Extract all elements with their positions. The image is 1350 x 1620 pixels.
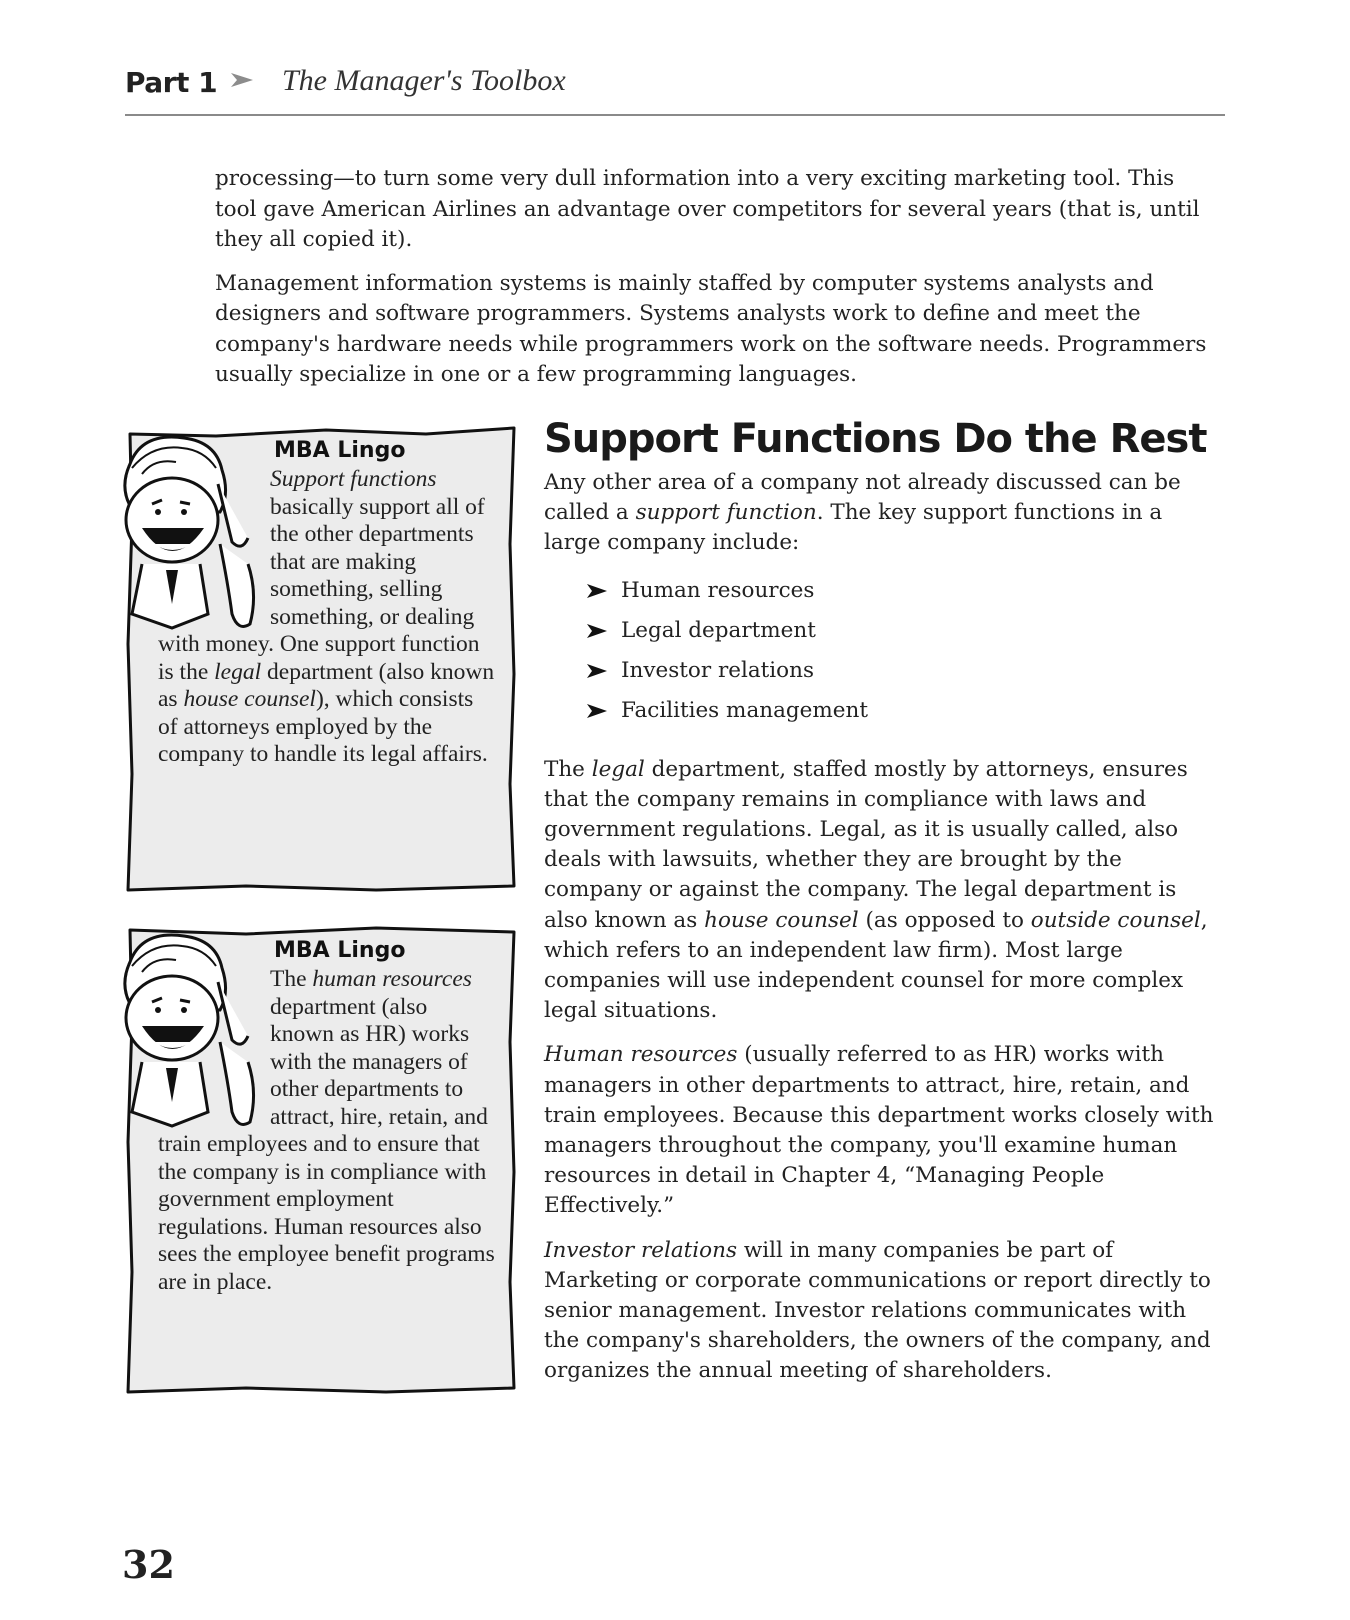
illustration-spacer (158, 966, 270, 1131)
list-item: Legal department (586, 611, 1224, 651)
intro-text (215, 164, 1220, 404)
emphasized-term: legal (214, 658, 262, 685)
emphasized-term: Support functions (270, 466, 437, 492)
part-label: Part 1 (125, 66, 218, 99)
arrow-bullet-icon (586, 663, 608, 679)
text-run: ), which consists of attorneys employed by the company to handle its legal affairs. (158, 686, 488, 767)
sidebar-title: MBA Lingo (274, 938, 406, 963)
text-run: , which refers to an independent law firm). Most large companies will use independent counsel for more complex legal situations. (544, 907, 1208, 1024)
emphasized-term: house counsel (183, 686, 316, 712)
list-item: Facilities management (586, 691, 1224, 731)
sidebar-mba-lingo-hr (126, 922, 518, 1398)
text-run: (usually referred to as HR) works with managers in other departments to attract, hire, retain, and train employees. Because this department works closely with managers throughout the company, you'll examine human resources in detail in Chapter 4, “Managing People Effectively.” (544, 1042, 1214, 1219)
emphasized-term: Human resources (544, 1042, 738, 1068)
emphasized-term: house counsel (704, 907, 859, 933)
intro-paragraph: Management information systems is mainly staffed by computer systems analysts and designers and software programmers. Systems analysts work to define and meet the company's hardware needs while programmers work on the software needs. Programmers usually specialize in one or a few programming languages. (215, 270, 1207, 387)
book-section-title: The Manager's Toolbox (282, 64, 566, 97)
paragraph-legal (544, 755, 1224, 1027)
emphasized-term: human resources (312, 966, 472, 992)
sidebar-flow-text (158, 466, 496, 769)
arrow-bullet-icon (586, 703, 608, 719)
text-run: The (544, 756, 592, 782)
intro-paragraph: processing—to turn some very dull information into a very exciting marketing tool. This tool gave American Airlines an advantage over competitors for several years (that is, until they all copied it). (215, 166, 1200, 252)
main-column (544, 416, 1224, 1387)
section-lead (544, 468, 1224, 559)
text-run: Any other area of a company not already discussed can be called a (544, 470, 1181, 526)
list-item: Human resources (586, 571, 1224, 611)
support-functions-list (586, 571, 1224, 731)
sidebar-title: MBA Lingo (274, 438, 406, 463)
section-heading: Support Functions Do the Rest (544, 416, 1207, 462)
arrow-bullet-icon (586, 623, 608, 639)
text-run: basically support all of the other departments that are making something, selling something, or dealing with money. One support function is the (158, 493, 485, 685)
emphasized-term: Investor relations (544, 1237, 737, 1263)
text-run: (as opposed to (858, 907, 1031, 933)
arrow-right-icon (229, 70, 255, 90)
text-run: . The key support functions in a large company include: (544, 500, 1163, 556)
paragraph-human-resources (544, 1040, 1224, 1221)
arrow-bullet-icon (586, 583, 608, 599)
emphasized-term: legal (591, 756, 645, 782)
paragraph-investor-relations (544, 1236, 1224, 1387)
list-item: Investor relations (586, 651, 1224, 691)
illustration-spacer (158, 466, 270, 631)
running-header (125, 62, 1225, 116)
page-number: 32 (122, 1542, 175, 1587)
sidebar-flow-text (158, 966, 496, 1296)
text-run: will in many companies be part of Marketing or corporate communications or report directly to senior management. Investor relations communicates with the company's shareholders, the owners of the company, and organizes the annual meeting of shareholders. (544, 1237, 1211, 1384)
text-run: department, staffed mostly by attorneys, ensures that the company remains in compliance with laws and government regulations. Legal, as it is usually called, also deals with lawsuits, whether they are brought by the company or against the company. The legal department is also known as (544, 756, 1188, 933)
header-rule (125, 114, 1225, 116)
emphasized-term: outside counsel (1030, 907, 1201, 933)
emphasized-term: support function (635, 500, 817, 526)
text-run: department (also known as HR) works with the managers of other departments to attract, hire, retain, and train employees and to ensure that the company is in compliance with government employment regulations. Human resources also sees the employee benefit programs are in place. (158, 993, 495, 1295)
text-run: The (270, 966, 313, 992)
sidebar-mba-lingo-support (126, 424, 518, 896)
text-run: department (also known as (158, 658, 495, 712)
